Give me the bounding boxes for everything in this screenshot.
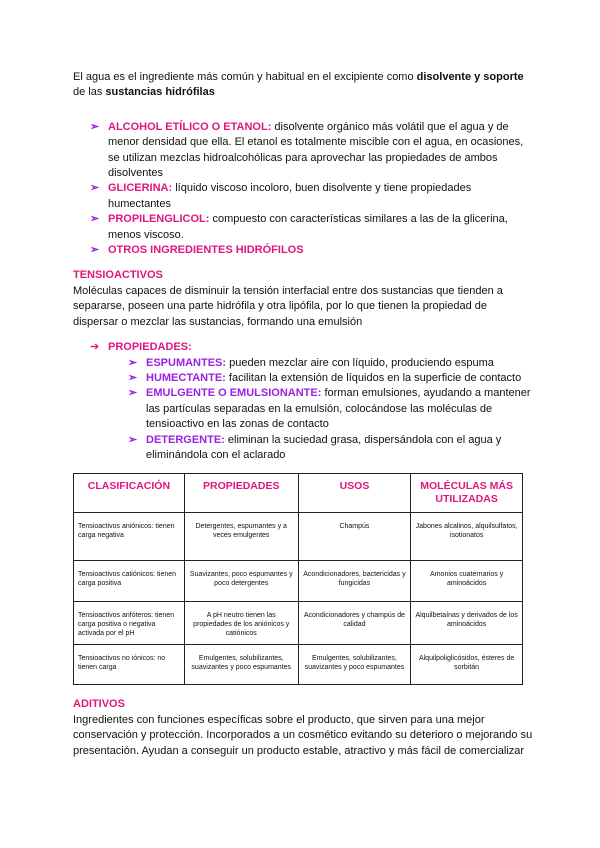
intro-text-1: El agua es el ingrediente más común y habitual en el excipiente como <box>73 71 417 83</box>
list-item-otros <box>73 243 535 258</box>
table-cell: Acondicionadores y champús de calidad <box>298 602 411 645</box>
table-cell: Suavizantes, poco espumantes y poco detergentes <box>184 561 298 602</box>
arrowhead-bullet-icon: ➢ <box>128 371 138 384</box>
arrowhead-bullet-icon: ➢ <box>90 120 100 133</box>
table-cell: Champús <box>298 513 411 561</box>
table-row <box>74 602 523 645</box>
intro-bold-2: sustancias hidrófilas <box>105 86 215 99</box>
table-cell: Emulgentes, solubilizantes, suavizantes y poco espumantes <box>298 645 411 685</box>
table-cell: Tensioactivos aniónicos: tienen carga negativa <box>74 513 185 561</box>
desc-glicerina: líquido viscoso incoloro, buen disolvente y tiene propiedades humectantes <box>108 182 472 210</box>
properties-title: PROPIEDADES: <box>108 341 192 354</box>
term-emulgente: EMULGENTE O EMULSIONANTE: <box>146 387 322 400</box>
term-propilenglicol: PROPILENGLICOL: <box>108 213 210 226</box>
property-emulgente <box>73 386 535 432</box>
desc-espumantes: pueden mezclar aire con líquido, produciendo espuma <box>226 356 494 369</box>
aditivos-body: Ingredientes con funciones específicas sobre el producto, que sirven para una mejor conservación y protección. Incorporados a un cosmético evitando su deterioro o mejorando su presentación. Ayudan a conseguir un producto estable, atractivo y más fácil de comercializar <box>73 713 533 757</box>
term-otros: OTROS INGREDIENTES HIDRÓFILOS <box>108 244 304 257</box>
properties-heading <box>73 340 535 355</box>
header-usos: USOS <box>298 474 411 513</box>
arrowhead-bullet-icon: ➢ <box>128 356 138 369</box>
header-clasificacion: CLASIFICACIÓN <box>74 474 185 513</box>
term-espumantes: ESPUMANTES: <box>146 356 227 369</box>
table-cell: Jabones alcalinos, alquilsulfatos, isotionatos <box>411 513 523 561</box>
table-cell: Tensioactivos anfóteros: tienen carga positiva o negativa activada por el pH <box>74 602 185 645</box>
table-header-row <box>74 474 523 513</box>
desc-humectante: facilitan la extensión de líquidos en la superficie de contacto <box>225 371 522 384</box>
tensioactivos-heading: TENSIOACTIVOS <box>73 269 163 282</box>
arrowhead-bullet-icon: ➢ <box>90 213 100 226</box>
intro-paragraph <box>73 70 535 101</box>
header-propiedades: PROPIEDADES <box>184 474 298 513</box>
list-item-propilenglicol <box>73 212 535 243</box>
aditivos-heading: ADITIVOS <box>73 698 125 711</box>
tensioactivos-body: Moléculas capaces de disminuir la tensión interfacial entre dos sustancias que tienden a separarse, poseen una parte hidrófila y otra lipófila, por lo que tienen la propiedad de dispersar o mezclar las sustancias, formando una emulsión <box>73 284 503 328</box>
hydrophilic-list <box>73 120 535 259</box>
desc-propilenglicol: compuesto con características similares a las de la glicerina, menos viscoso. <box>108 213 508 241</box>
right-arrow-icon: ➔ <box>90 341 100 354</box>
property-espumantes <box>73 356 535 371</box>
term-humectante: HUMECTANTE: <box>146 371 226 384</box>
table-cell: Alquilpoliglicósidos, ésteres de sorbitán <box>411 645 523 685</box>
arrowhead-bullet-icon: ➢ <box>90 244 100 257</box>
table-cell: Amonios cuaternarios y aminoácidos <box>411 561 523 602</box>
desc-etanol: disolvente orgánico más volátil que el agua y de menor densidad que ella. El etanol es totalmente miscible con el agua, en ocasiones, se utilizan mezclas hidroalcohólicas para aprovechar las propiedades de ambos disolventes <box>108 120 524 180</box>
desc-emulgente: forman emulsiones, ayudando a mantener las partículas separadas en la emulsión, colocándose las moléculas de tensioactivo en las zonas de contacto <box>146 387 531 431</box>
list-item-etanol <box>73 120 535 182</box>
table-cell: Detergentes, espumantes y a veces emulgentes <box>184 513 298 561</box>
arrowhead-bullet-icon: ➢ <box>90 182 100 195</box>
table-row <box>74 645 523 685</box>
document-page <box>73 70 535 759</box>
term-glicerina: GLICERINA: <box>108 182 173 195</box>
tensioactivos-table <box>73 473 523 685</box>
property-detergente <box>73 433 535 464</box>
term-detergente: DETERGENTE: <box>146 433 225 446</box>
list-item-glicerina <box>73 181 535 212</box>
table-cell: Alquilbetaínas y derivados de los aminoácidos <box>411 602 523 645</box>
table-cell: A pH neutro tienen las propiedades de los aniónicos y catiónicos <box>184 602 298 645</box>
arrowhead-bullet-icon: ➢ <box>128 387 138 400</box>
table-row <box>74 561 523 602</box>
arrowhead-bullet-icon: ➢ <box>128 433 138 446</box>
properties-list <box>73 356 535 464</box>
table-cell: Emulgentes, solubilizantes, suavizantes y poco espumantes <box>184 645 298 685</box>
header-moleculas: MOLÉCULAS MÁS UTILIZADAS <box>411 474 523 513</box>
intro-bold-1: disolvente y soporte <box>416 71 524 83</box>
property-humectante <box>73 371 535 386</box>
desc-detergente: eliminan la suciedad grasa, dispersándola con el agua y eliminándola con el aclarado <box>146 433 502 461</box>
table-cell: Acondicionadores, bactericidas y fungicidas <box>298 561 411 602</box>
table-row <box>74 513 523 561</box>
term-etanol: ALCOHOL ETÍLICO O ETANOL: <box>108 120 272 133</box>
intro-text-2: de las <box>73 86 106 99</box>
table-cell: Tensioactivos no iónicos: no tienen carga <box>74 645 185 685</box>
table-cell: Tensioactivos catiónicos: tienen carga positiva <box>74 561 185 602</box>
